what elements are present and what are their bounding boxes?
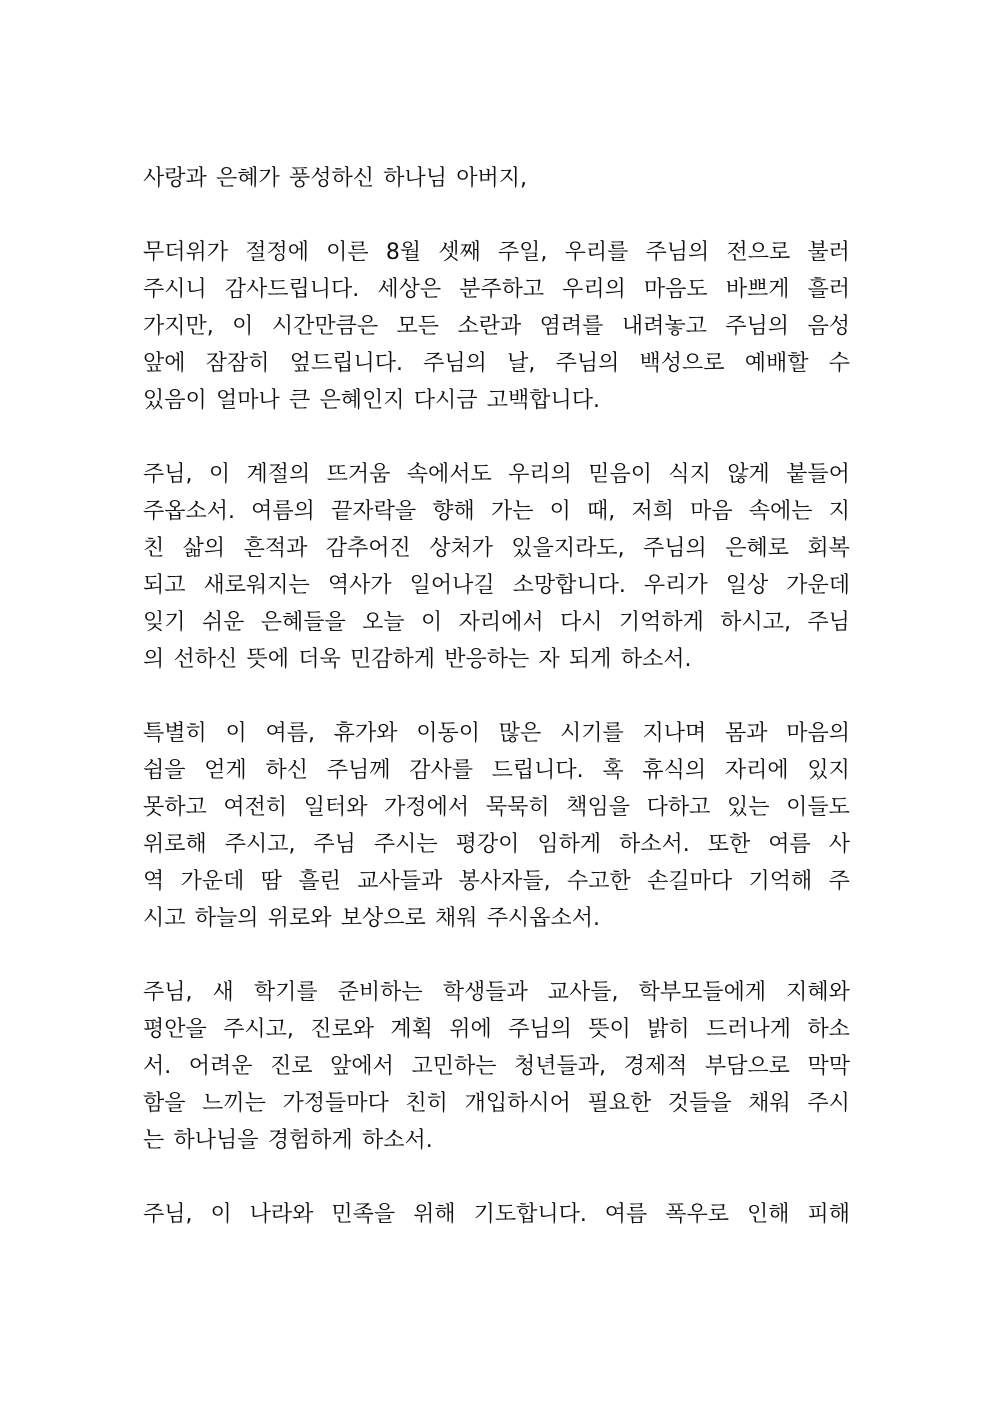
text-line: 친 삶의 흔적과 감추어진 상처가 있을지라도, 주님의 은혜로 회복 (143, 536, 850, 561)
paragraph-gap (143, 419, 850, 456)
paragraph (143, 974, 850, 1159)
paragraph (143, 715, 850, 937)
text-line: 가지만, 이 시간만큼은 모든 소란과 염려를 내려놓고 주님의 음성 (143, 314, 850, 339)
text-line: 쉼을 얻게 하신 주님께 감사를 드립니다. 혹 휴식의 자리에 있지 (143, 758, 850, 783)
text-line: 특별히 이 여름, 휴가와 이동이 많은 시기를 지나며 몸과 마음의 (143, 721, 850, 746)
paragraph (143, 1196, 850, 1233)
text-line: 주옵소서. 여름의 끝자락을 향해 가는 이 때, 저희 마음 속에는 지 (143, 499, 850, 524)
text-line: 주시니 감사드립니다. 세상은 분주하고 우리의 마음도 바쁘게 흘러 (143, 277, 850, 302)
text-line: 평안을 주시고, 진로와 계획 위에 주님의 뜻이 밝히 드러나게 하소 (143, 1017, 850, 1042)
paragraph-gap (143, 197, 850, 234)
text-line: 역 가운데 땀 흘린 교사들과 봉사자들, 수고한 손길마다 기억해 주 (143, 869, 850, 894)
text-line: 무더위가 절정에 이른 8월 셋째 주일, 우리를 주님의 전으로 불러 (143, 240, 850, 265)
text-line: 주님, 이 나라와 민족을 위해 기도합니다. 여름 폭우로 인해 피해 (143, 1202, 850, 1227)
text-line: 사랑과 은혜가 풍성하신 하나님 아버지, (143, 166, 527, 191)
text-line: 의 선하신 뜻에 더욱 민감하게 반응하는 자 되게 하소서. (143, 647, 692, 672)
text-line: 서. 어려운 진로 앞에서 고민하는 청년들과, 경제적 부담으로 막막 (143, 1054, 850, 1079)
paragraph (143, 234, 850, 419)
text-line: 앞에 잠잠히 엎드립니다. 주님의 날, 주님의 백성으로 예배할 수 (143, 351, 850, 376)
text-line: 못하고 여전히 일터와 가정에서 묵묵히 책임을 다하고 있는 이들도 (143, 795, 850, 820)
text-line: 함을 느끼는 가정들마다 친히 개입하시어 필요한 것들을 채워 주시 (143, 1091, 850, 1116)
document-body (143, 160, 850, 1233)
paragraph-gap (143, 678, 850, 715)
text-line: 있음이 얼마나 큰 은혜인지 다시금 고백합니다. (143, 388, 601, 413)
text-line: 시고 하늘의 위로와 보상으로 채워 주시옵소서. (143, 906, 601, 931)
paragraph (143, 456, 850, 678)
text-line: 되고 새로워지는 역사가 일어나길 소망합니다. 우리가 일상 가운데 (143, 573, 850, 598)
text-line: 주님, 새 학기를 준비하는 학생들과 교사들, 학부모들에게 지혜와 (143, 980, 850, 1005)
paragraph-gap (143, 937, 850, 974)
text-line: 주님, 이 계절의 뜨거움 속에서도 우리의 믿음이 식지 않게 붙들어 (143, 462, 850, 487)
paragraph (143, 160, 850, 197)
text-line: 위로해 주시고, 주님 주시는 평강이 임하게 하소서. 또한 여름 사 (143, 832, 850, 857)
text-line: 잊기 쉬운 은혜들을 오늘 이 자리에서 다시 기억하게 하시고, 주님 (143, 610, 850, 635)
paragraph-gap (143, 1159, 850, 1196)
text-line: 는 하나님을 경험하게 하소서. (143, 1128, 433, 1153)
